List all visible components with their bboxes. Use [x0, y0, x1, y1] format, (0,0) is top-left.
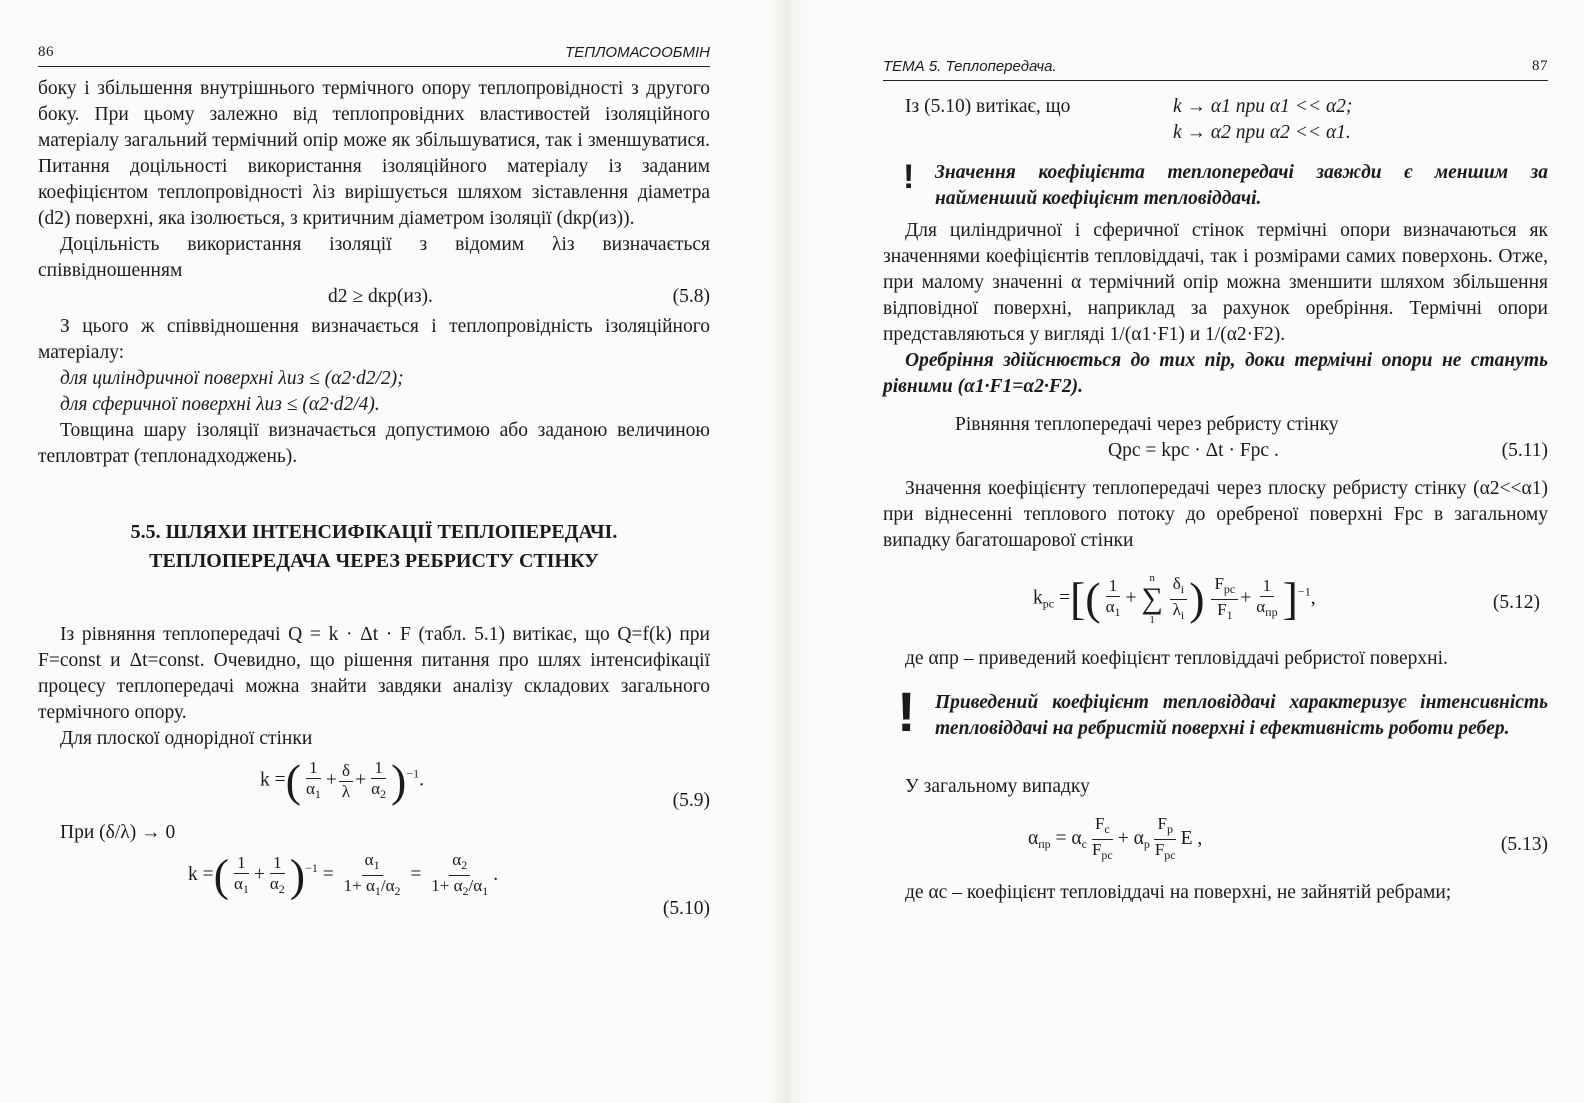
running-head: ТЕМА 5. Теплопередача.	[883, 58, 1057, 75]
paragraph: для циліндричної поверхні λиз ≤ (α2·d2/2);	[60, 368, 404, 389]
paragraph: При (δ/λ) → 0	[60, 822, 176, 843]
note-text: Значення коефіцієнта теплопередачі завжди є меншим за найменший коефіцієнт тепловіддачі.	[935, 162, 1548, 209]
right-page	[883, 0, 1548, 1103]
paragraph: Для плоскої однорідної стінки	[60, 728, 313, 749]
paragraph: боку і збільшення внутрішнього термічного опору теплопровідності з другого боку. При цьому залежно від теплопровідних властивостей ізоляційного матеріалу загальний термічний опір може як збільшуватися, так і зменшуватися. Питання доцільності використання ізоляційного матеріалу із заданим коефіцієнтом теплопровідності λіз вирішується шляхом зіставлення діаметра (d2) поверхні, яка ізолюється, з критичним діаметром ізоляції (dкр(из)).	[38, 78, 710, 229]
note-text: Приведений коефіцієнт тепловіддачі характеризує інтенсивність тепловіддачі на ребристій поверхні і ефективність роботи ребер.	[935, 692, 1548, 739]
equation-5-9	[38, 752, 710, 820]
equation-text: Qрс = kрс · Δt · Fрс .	[1108, 440, 1279, 461]
note-callout	[883, 680, 1548, 743]
section-heading: ТЕПЛОПЕРЕДАЧА ЧЕРЕЗ РЕБРИСТУ СТІНКУ	[149, 550, 599, 572]
paragraph: де αс – коефіцієнт тепловіддачі на поверхні, не зайнятій ребрами;	[905, 882, 1452, 903]
exclamation-icon: !	[903, 158, 915, 196]
equation-number: (5.10)	[662, 898, 710, 919]
formula-k-limit: k =( $\frac{1}{\alpha_1}$ + $\frac{1}{\alpha_2}$ )$^{-1}$ = $\frac{\alpha_1}{1+ \alpha_1/\alpha_2}$ = $\frac{\alpha_2}{1+ \alpha_2/\alpha_1}$ .	[188, 849, 499, 901]
left-page-header	[38, 44, 710, 67]
paragraph: Доцільність використання ізоляції з відомим λіз визначається співвідношенням	[38, 234, 710, 281]
page-number: 86	[38, 44, 54, 60]
paragraph: де αпр – приведений коефіцієнт тепловіддачі ребристої поверхні.	[905, 648, 1448, 669]
equation-5-13	[883, 800, 1548, 880]
paragraph: Для циліндричної і сферичної стінок термічні опори визначаються як значеннями коефіцієнтів тепловіддачі, так і розмірами самих поверхонь. Отже, при малому значенні α термічний опір можна зменшити шляхом збільшення відповідної поверхні, наприклад за рахунок оребріння. Термічні опори представляються у вигляді 1/(α1·F1) и 1/(α2·F2).	[883, 220, 1548, 345]
equation-5-10	[38, 846, 710, 928]
page-number: 87	[1532, 58, 1548, 74]
left-page	[38, 0, 710, 1103]
right-page-body	[883, 90, 1548, 906]
note-callout	[883, 160, 1548, 212]
equation-number: (5.13)	[1500, 834, 1548, 855]
paragraph: З цього ж співвідношення визначається і теплопровідність ізоляційного матеріалу:	[38, 316, 710, 363]
section-heading: 5.5. ШЛЯХИ ІНТЕНСИФІКАЦІЇ ТЕПЛОПЕРЕДАЧІ.	[130, 521, 618, 543]
paragraph: У загальному випадку	[905, 776, 1090, 797]
paragraph: Товщина шару ізоляції визначається допустимою або заданою величиною тепловтрат (теплонадходжень).	[38, 420, 710, 467]
book-gutter	[770, 0, 810, 1103]
limit-line: k → α2 при α2 << α1.	[1173, 122, 1351, 143]
running-head: ТЕПЛОМАСООБМІН	[565, 44, 710, 61]
paragraph: Оребріння здійснюється до тих пір, доки термічні опори не стануть рівними (α1·F1=α2·F2).	[883, 350, 1548, 397]
paragraph: Рівняння теплопередачі через ребристу стінку	[955, 414, 1339, 435]
limit-intro: Із (5.10) витікає, що	[905, 96, 1071, 117]
formula-alpha-pr: $\alpha_{пр} = \alpha_с$ $\frac{F_с}{F_{рс}}$ + $\alpha_р$ $\frac{F_р}{F_{рс}}$ E ,	[1028, 814, 1203, 862]
equation-number: (5.11)	[1501, 440, 1548, 461]
limits-block	[883, 90, 1548, 146]
limit-line: k → α1 при α1 << α2;	[1173, 96, 1353, 117]
equation-5-11	[883, 438, 1548, 468]
equation-5-12	[883, 554, 1548, 646]
formula-k: k =( $\frac{1}{\alpha_1}$ + $\frac{\delta}{\lambda}$ + $\frac{1}{\alpha_2}$ )$^{-1}$.	[260, 755, 425, 806]
equation-number: (5.9)	[672, 790, 710, 811]
paragraph: для сферичної поверхні λиз ≤ (α2·d2/4).	[60, 394, 380, 415]
formula-kpc: $k_{рс}$ =[( $\frac{1}{\alpha_1}$ + n ∑ 1 $\frac{\delta_i}{\lambda_i}$ ) $\frac{F_{рс}}{F_1}$ + $\frac{1}{\alpha_{пр}}$ ]$^{-1}$,	[1033, 572, 1316, 626]
left-page-body	[38, 76, 710, 928]
right-page-header	[883, 58, 1548, 81]
equation-number: (5.8)	[672, 286, 710, 307]
equation-5-8	[38, 284, 710, 314]
equation-text: d2 ≥ dкр(из).	[328, 286, 433, 307]
exclamation-icon: !	[897, 680, 916, 743]
equation-number: (5.12)	[1492, 592, 1540, 613]
paragraph: Із рівняння теплопередачі Q = k · Δt · F (табл. 5.1) витікає, що Q=f(k) при F=const и Δt=const. Очевидно, що рішення питання про шлях інтенсифікації процесу теплопередачі можна знайти завдяки аналізу складових загального термічного опору.	[38, 624, 710, 723]
paragraph: Значення коефіцієнту теплопередачі через плоску ребристу стінку (α2<<α1) при віднесенні теплового потоку до оребреної поверхні Fрс в загальному випадку багатошарової стінки	[883, 478, 1548, 551]
